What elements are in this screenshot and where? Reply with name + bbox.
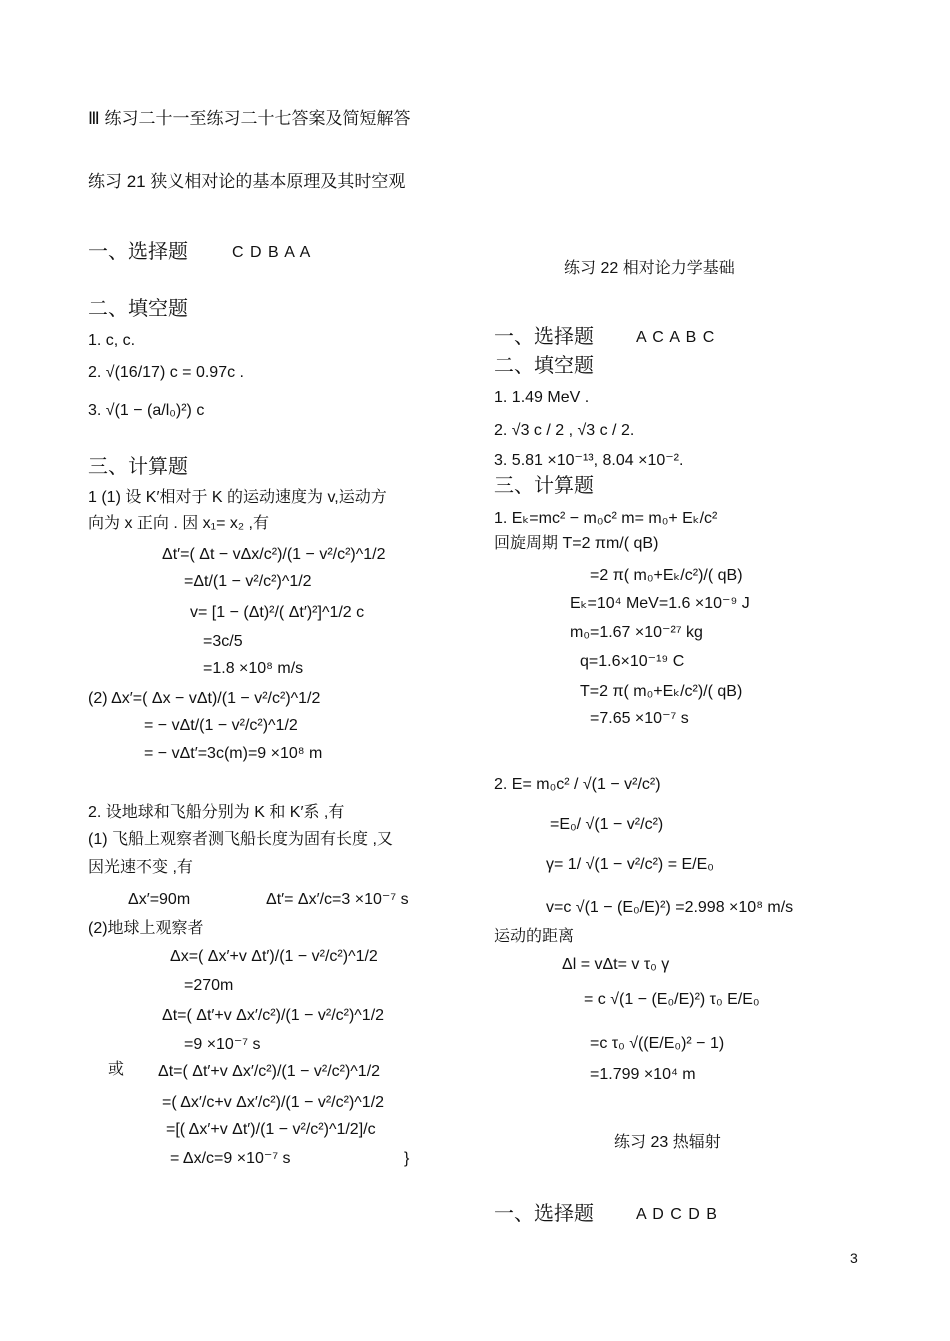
- ex21-eq-11: Δx=( Δx′+v Δt′)/(1 − v²/c²)^1/2: [170, 948, 378, 965]
- ex23-choice-label: 一、选择题: [494, 1203, 594, 1225]
- exercise-23-title: 练习 23 热辐射: [614, 1134, 721, 1151]
- ex21-eq-16: =( Δx′/c+v Δx′/c²)/(1 − v²/c²)^1/2: [162, 1094, 385, 1111]
- ex21-eq-17: =[( Δx′+v Δt′)/(1 − v²/c²)^1/2]/c: [166, 1121, 376, 1138]
- ex22-calc1-line8: =7.65 ×10⁻⁷ s: [590, 710, 689, 727]
- ex21-calc1-line2: 向为 x 正向 . 因 x₁= x₂ ,有: [88, 515, 269, 532]
- ex22-calc1-line6: q=1.6×10⁻¹⁹ C: [580, 653, 685, 670]
- ex21-choice-label: 一、选择题: [88, 241, 188, 263]
- ex22-calc2-line7: = c √(1 − (E₀/E)²) τ₀ E/E₀: [584, 991, 760, 1008]
- ex22-calc2-line2: =E₀/ √(1 − v²/c²): [550, 816, 664, 833]
- ex22-calc2-line5: 运动的距离: [494, 928, 575, 945]
- exercise-22-title: 练习 22 相对论力学基础: [564, 260, 735, 277]
- ex21-eq-10: Δt′= Δx′/c=3 ×10⁻⁷ s: [266, 891, 409, 908]
- ex22-calc1-line5: m₀=1.67 ×10⁻²⁷ kg: [570, 624, 703, 641]
- ex21-eq-6: (2) Δx′=( Δx − vΔt)/(1 − v²/c²)^1/2: [88, 690, 321, 707]
- page-number: 3: [850, 1250, 858, 1266]
- ex21-choice-answers: C D B A A: [232, 244, 312, 261]
- ex21-eq-2: =Δt/(1 − v²/c²)^1/2: [184, 573, 312, 590]
- ex21-eq-13: Δt=( Δt′+v Δx′/c²)/(1 − v²/c²)^1/2: [162, 1007, 385, 1024]
- ex22-calc2-line3: γ= 1/ √(1 − v²/c²) = E/E₀: [546, 856, 714, 873]
- ex21-fill-2: 2. √(16/17) c = 0.97c .: [88, 364, 244, 381]
- document-heading: Ⅲ 练习二十一至练习二十七答案及简短解答: [88, 109, 411, 128]
- ex21-fill-label: 二、填空题: [88, 298, 188, 320]
- ex22-fill-2: 2. √3 c / 2 , √3 c / 2.: [494, 422, 635, 439]
- ex22-choice-answers: A C A B C: [636, 329, 716, 346]
- ex22-calc1-line4: Eₖ=10⁴ MeV=1.6 ×10⁻⁹ J: [570, 595, 750, 612]
- ex22-calc1-line3: =2 π( m₀+Eₖ/c²)/( qB): [590, 567, 743, 584]
- ex22-calc2-line9: =1.799 ×10⁴ m: [590, 1066, 696, 1083]
- ex21-calc2-line3: 因光速不变 ,有: [88, 859, 193, 876]
- ex21-or-label: 或: [108, 1061, 125, 1078]
- exercise-21-title: 练习 21 狭义相对论的基本原理及其时空观: [88, 172, 406, 191]
- ex22-calc1-line7: T=2 π( m₀+Eₖ/c²)/( qB): [580, 683, 743, 700]
- ex21-calc-label: 三、计算题: [88, 456, 188, 478]
- ex21-eq-4: =3c/5: [203, 633, 243, 650]
- ex21-eq-18: = Δx/c=9 ×10⁻⁷ s: [170, 1150, 291, 1167]
- ex21-eq-9: Δx′=90m: [128, 891, 191, 908]
- ex21-calc2-line1: 2. 设地球和飞船分别为 K 和 K′系 ,有: [88, 804, 345, 821]
- ex22-fill-3: 3. 5.81 ×10⁻¹³, 8.04 ×10⁻².: [494, 452, 684, 469]
- ex21-closing-brace: }: [404, 1150, 410, 1167]
- ex21-calc2-line4: (2)地球上观察者: [88, 920, 204, 937]
- ex22-fill-1: 1. 1.49 MeV .: [494, 389, 590, 406]
- ex21-calc1-line1: 1 (1) 设 K′相对于 K 的运动速度为 v,运动方: [88, 489, 387, 506]
- ex22-calc2-line1: 2. E= m₀c² / √(1 − v²/c²): [494, 776, 661, 793]
- ex22-fill-label: 二、填空题: [494, 355, 594, 377]
- ex21-fill-1: 1. c, c.: [88, 332, 136, 349]
- ex21-eq-3: v= [1 − (Δt)²/( Δt′)²]^1/2 c: [190, 604, 365, 621]
- ex23-choice-answers: A D C D B: [636, 1206, 718, 1223]
- ex22-calc2-line6: Δl = vΔt= v τ₀ γ: [562, 956, 670, 973]
- ex22-calc2-line8: =c τ₀ √((E/E₀)² − 1): [590, 1035, 725, 1052]
- ex21-eq-12: =270m: [184, 977, 234, 994]
- ex22-calc2-line4: v=c √(1 − (E₀/E)²) =2.998 ×10⁸ m/s: [546, 899, 794, 916]
- ex22-calc-label: 三、计算题: [494, 475, 594, 497]
- ex22-choice-label: 一、选择题: [494, 326, 594, 348]
- ex22-calc1-line2: 回旋周期 T=2 πm/( qB): [494, 535, 659, 552]
- ex21-calc2-line2: (1) 飞船上观察者测飞船长度为固有长度 ,又: [88, 831, 393, 848]
- ex21-eq-1: Δt′=( Δt − vΔx/c²)/(1 − v²/c²)^1/2: [162, 546, 386, 563]
- ex21-fill-3: 3. √(1 − (a/l₀)²) c: [88, 402, 205, 419]
- ex22-calc1-line1: 1. Eₖ=mc² − m₀c² m= m₀+ Eₖ/c²: [494, 510, 718, 527]
- ex21-eq-5: =1.8 ×10⁸ m/s: [203, 660, 304, 677]
- ex21-eq-7: = − vΔt/(1 − v²/c²)^1/2: [144, 717, 298, 734]
- ex21-eq-15: Δt=( Δt′+v Δx′/c²)/(1 − v²/c²)^1/2: [158, 1063, 381, 1080]
- ex21-eq-8: = − vΔt′=3c(m)=9 ×10⁸ m: [144, 745, 323, 762]
- ex21-eq-14: =9 ×10⁻⁷ s: [184, 1036, 261, 1053]
